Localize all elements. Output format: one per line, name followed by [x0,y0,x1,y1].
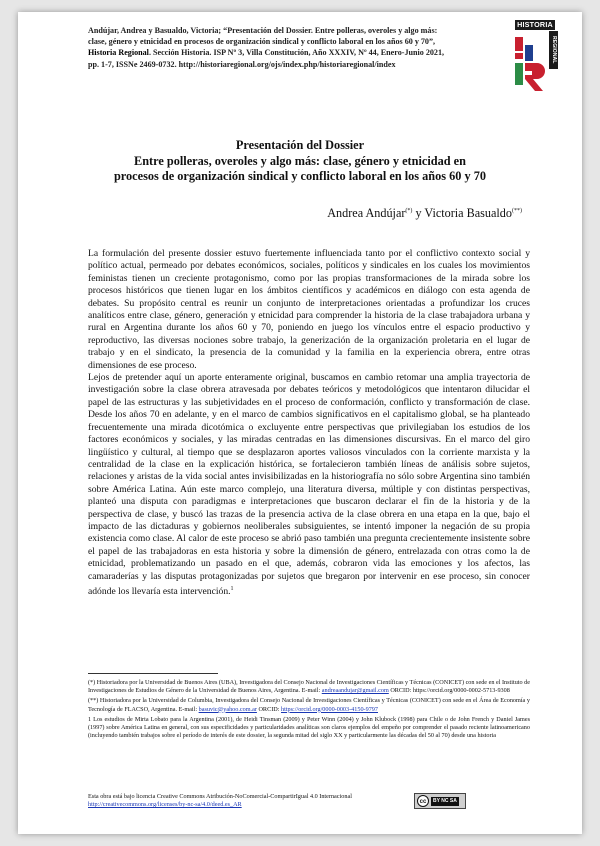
title-line-1: Presentación del Dossier [235,138,365,152]
footnote-1-orcid[interactable]: ORCID: https://orcid.org/0000-0002-5713-9308 [390,687,510,695]
license-text: Esta obra está bajo licencia Creative Commons Atribución-NoComercial-CompartirIgual 4.0 Internacional [88,793,352,800]
footnote-author-1 [88,679,530,695]
citation-rest: . Sección Historia. ISP Nº 3, Villa Constitución, Año XXXIV, Nº 44, Enero-Junio 2021, pp. 1-7, ISSNe 2469-0732. [88,48,445,69]
document-page [18,12,582,834]
footnote-2-orcid[interactable]: https://orcid.org/0000-0003-4150-9797 [281,705,378,713]
body-text [88,248,530,599]
cc-license-badge[interactable] [414,793,466,809]
journal-url[interactable]: http://historiaregional.org/ojs/index.php/historiaregional/index [178,59,396,69]
title-line-2: Entre polleras, overoles y algo más: clase, género y etnicidad en [134,153,466,168]
logo-top-text: HISTORIA [515,20,555,30]
footnote-2-email[interactable]: basuvic@yahoo.com.ar [198,705,257,713]
footnote-2-text: (**) Historiadora por la Universidad de Columbia, Investigadora del Consejo Nacional de Investigaciones Científicas y Técnicas (CONICET) con sede en el Área de Economía y Tecnología de FLACSO, Argentina. E-mail: [88,697,530,713]
dossier-title [78,138,522,185]
journal-name: Historia Regional [88,48,149,58]
license-notice [88,793,408,809]
cc-tags: BY NC SA [433,797,457,804]
footnote-author-2 [88,697,530,713]
author-1-mark: (*) [405,207,413,214]
title-line-3: procesos de organización sindical y conflicto laboral en los años 60 y 70 [113,169,487,184]
logo-mark-icon [513,31,549,93]
author-2: Victoria Basualdo [424,206,512,220]
footnotes [88,673,530,742]
author-line [327,206,522,221]
historia-regional-logo [513,20,563,94]
footnote-3: 1 Los estudios de Mirta Lobato para la Argentina (2001), de Heidi Tinsman (2009) y Peter Winn (2004) y John Klubock (1998) para Chile o de John French y Daniel James (1997) sobre América Latina en general, con sus especificidades y particularidades analíticas son claros ejemplos del empeño por comprender el pasado reciente latinoamericano (incluyendo también trabajos sobre el período de interés de este dossier, la segunda mitad del siglo XX y particularmente las décadas del 50 al 70) desde una historia [88,715,530,740]
author-connector: y [412,206,425,220]
cc-icon: cc [417,795,429,807]
paragraph-2 [88,372,530,599]
author-2-mark: (**) [512,207,522,214]
footnote-1-email[interactable]: andreaandujar@gmail.com [321,687,389,695]
citation-text: Andújar, Andrea y Basualdo, Victoria; “Presentación del Dossier. Entre polleras, overoles y algo más: clase, género y etnicidad en procesos de organización sindical y conflicto laboral en los años 60 y 70”, [88,26,438,47]
footnote-ref-1[interactable]: 1 [230,585,234,592]
footnote-2-orcid-label: ORCID: [258,705,280,713]
license-link[interactable]: http://creativecommons.org/licenses/by-nc-sa/4.0/deed.es_AR [88,801,242,809]
paragraph-1: La formulación del presente dossier estuvo fuertemente influenciada tanto por el conflictivo contexto social y político actual, permeado por debates económicos, sociales, políticos y sindicales en los cuales los movimientos feministas tienen un creciente protagonismo, como por las propias transformaciones de la mirada sobre los procesos históricos que tienen lugar en los ámbitos científicos y académicos en diálogo con esta agenda de debates. Su propósito central es reunir un conjunto de interpretaciones orientadas a profundizar los cruces analíticos entre clase, género, generación y etnicidad para comprender la historia de la clase trabajadora urbana y rural en Argentina durante los años 60 y 70, poniendo en juego los vínculos entre el espacio productivo y reproductivo, las diversas nociones sobre trabajo, la generización de la organización proletaria en el lugar de trabajo y en el sindicato, la presencia de la comunidad y la familia en la experiencia obrera, entre otras dimensiones de ese proceso. [88,248,530,371]
logo-side-text: REGIONAL [549,31,558,69]
paragraph-2-text: Lejos de pretender aquí un aporte enteramente original, buscamos en cambio retomar una amplia trayectoria de investigación sobre la clase obrera atravesada por debates teóricos y metodológicos que intentaron dilucidar el papel de las estructuras y las subjetividades en el proceso de conformación, conflicto y transformación de clase. Desde los años 70 en adelante, y en el marco de cambios significativos en el capitalismo global, se ha planteado frecuentemente una mirada dicotómica o excluyente entre perspectivas que privilegiaban los estudios de los factores económicos y sociales, y las miradas centradas en las dimensiones discursivas. En el marco del giro lingüístico y cultural, al tiempo que se desplazaron aportes valiosos vinculados con la corriente marxista y la centralidad de la clase en la explicación histórica, se fortalecieron también líneas de análisis sobre sujetos, relaciones y aristas de la vida social antes invisibilizadas en la historiografía no sólo sobre Argentina sino también sobre América Latina. Aún este marco complejo, una literatura diversa, múltiple y con distintas perspectivas, planteó una disputa con paradigmas e interpretaciones que buscaron declarar el fin de la historia y de la perspectiva de clase, y buscó las trazas de la presencia activa de la clase obrera en una etapa en la que, bajo el impacto de las dictaduras y gobiernos neoliberales subsiguientes, se intentó imponer la negación de su propia existencia como clase. Al calor de este proceso se abrió paso también una pregunta crecientemente insistente sobre el papel de las trabajadoras en esta historia y sobre la dimensión de género, entrelazada con otras como la de etnicidad, problematizando un pasado en el que, además, cobraron vida las emociones y los afectos, las camaraderías y las disputas protagonizadas por sujetos que bregaron por intervenir en ese proceso, sin conocer adónde los llevaría esta intervención. [88,372,530,598]
author-1: Andrea Andújar [327,206,406,220]
footnote-1-text: (*) Historiadora por la Universidad de Buenos Aires (UBA), Investigadora del Consejo Nacional de Investigaciones Científicas y Técnicas (CONICET) con sede en el Instituto de Investigaciones de Estudios de Género de la Universidad de Buenos Aires, Argentina. E-mail: [88,679,530,695]
footnote-divider [88,673,218,674]
citation-header [88,25,448,70]
